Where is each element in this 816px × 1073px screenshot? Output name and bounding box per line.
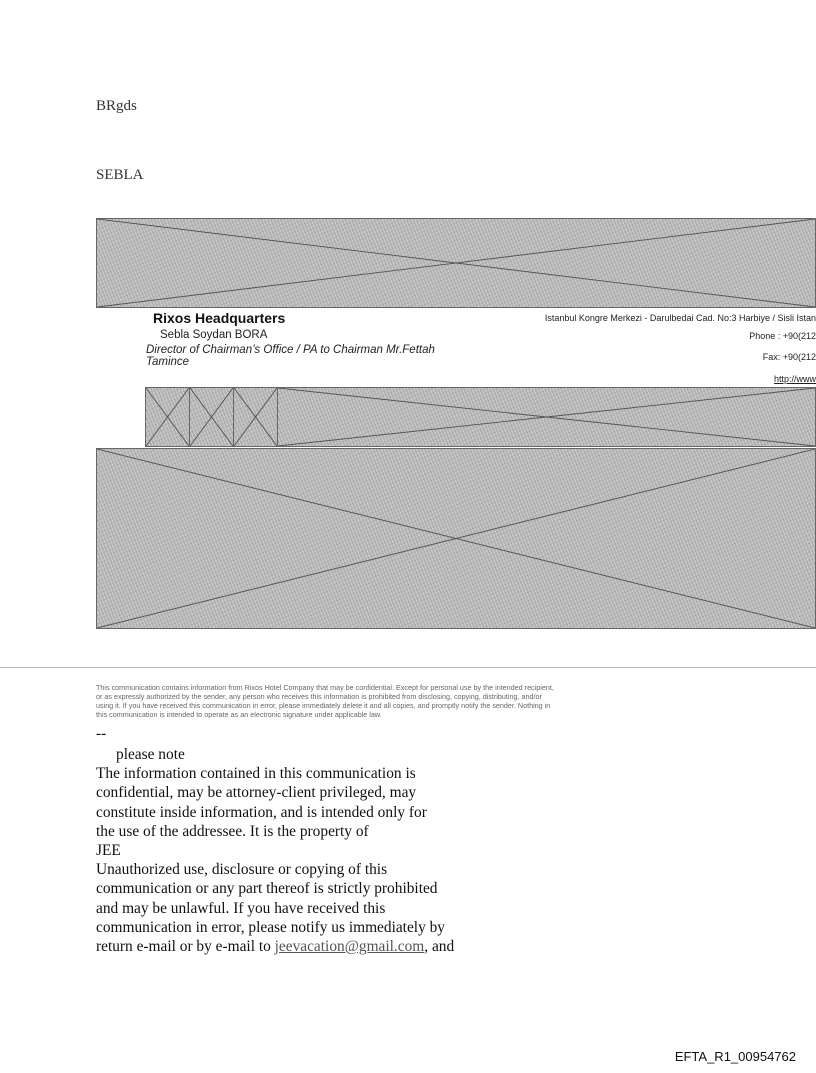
- notice-line: The information contained in this communication is: [96, 765, 416, 783]
- signature-separator: --: [96, 725, 107, 742]
- greeting: BRgds: [96, 98, 137, 114]
- disclaimer-line: this communication is intended to operate as an electronic signature under applicable law.: [96, 710, 382, 719]
- notice-line: JEE: [96, 842, 121, 860]
- notice-block: [96, 745, 496, 956]
- signature-title: [146, 344, 486, 368]
- signature-company: Rixos Headquarters: [153, 310, 286, 326]
- notice-line: confidential, may be attorney-client privileged, may: [96, 784, 417, 802]
- large-image-placeholder: [96, 448, 816, 629]
- disclaimer-line: using it. If you have received this communication in error, please immediately delete it and all copies, and promptly notify the sender. Nothing in: [96, 701, 551, 710]
- notice-last-line-prefix: return e-mail or by e-mail to: [96, 938, 275, 956]
- sender-name-short: SEBLA: [96, 167, 144, 183]
- notice-line: the use of the addressee. It is the property of: [96, 822, 369, 840]
- signature-name: Sebla Soydan BORA: [160, 329, 268, 341]
- notice-last-line: [96, 937, 496, 956]
- notice-line: communication in error, please notify us immediately by: [96, 918, 446, 936]
- signature-address: Istanbul Kongre Merkezi - Darulbedai Cad. No:3 Harbiye / Sisli Istan: [544, 313, 816, 323]
- notice-last-line-suffix: , and: [424, 938, 455, 956]
- disclaimer-line: This communication contains information from Rixos Hotel Company that may be confidential. Except for personal use by the intended recipient,: [96, 683, 554, 692]
- notice-line: constitute inside information, and is intended only for: [96, 803, 427, 821]
- divider-line: [0, 667, 816, 668]
- banner-image-placeholder: [96, 218, 816, 308]
- signature-title-line2: Tamince: [146, 356, 190, 368]
- notice-line: Unauthorized use, disclosure or copying of this: [96, 861, 388, 879]
- confidentiality-disclaimer: [96, 683, 796, 719]
- signature-phone: Phone : +90(212: [749, 331, 816, 341]
- document-id: EFTA_R1_00954762: [674, 1049, 796, 1064]
- social-icon-placeholder-2[interactable]: [189, 387, 234, 447]
- signature-fax: Fax: +90(212: [762, 352, 816, 362]
- disclaimer-line: or as expressly authorized by the sender, any person who receives this information is prohibited from disclosing, copying, distributing, and/or: [96, 692, 542, 701]
- social-icon-placeholder-3[interactable]: [233, 387, 278, 447]
- promo-banner-placeholder[interactable]: [277, 387, 816, 447]
- contact-email-link[interactable]: jeevacation@gmail.com: [274, 938, 425, 956]
- notice-heading: please note: [116, 746, 185, 763]
- notice-line: communication or any part thereof is strictly prohibited: [96, 880, 438, 898]
- signature-website-link[interactable]: http://www: [773, 374, 816, 384]
- signature-title-line1: Director of Chairman’s Office / PA to Chairman Mr.Fettah: [146, 344, 435, 356]
- social-icon-placeholder-1[interactable]: [145, 387, 190, 447]
- notice-line: and may be unlawful. If you have received this: [96, 899, 386, 917]
